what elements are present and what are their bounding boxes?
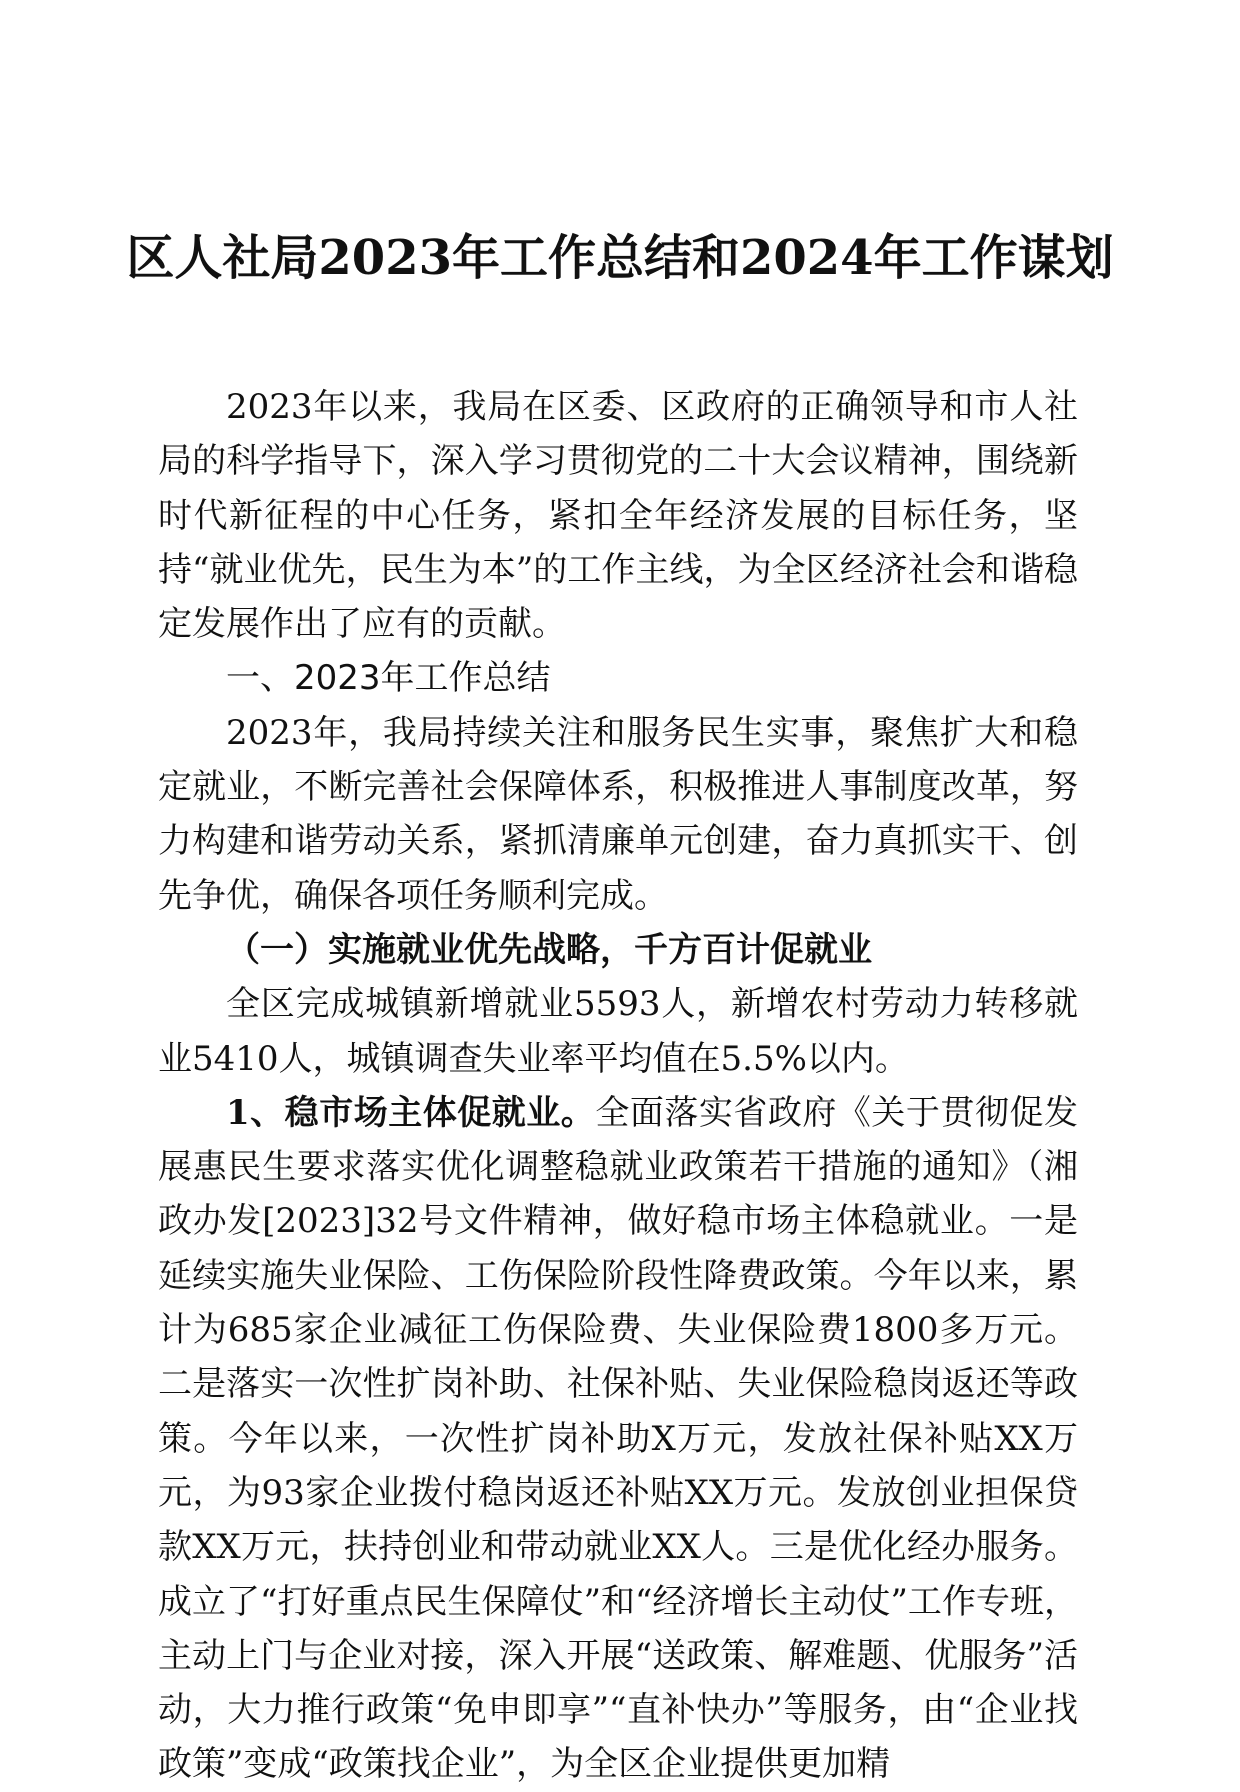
document-title: 区人社局2023年工作总结和2024年工作谋划 [126,230,1114,286]
subsection-heading-1: （一）实施就业优先战略，千方百计促就业 [226,929,872,970]
section-heading-1: 一、2023年工作总结 [226,658,551,699]
section-1-paragraph: 2023年，我局持续关注和服务民生实事，聚焦扩大和稳定就业，不断完善社会保障体系，积极推进人事制度改革，努力构建和谐劳动关系，紧抓清廉单元创建，奋力真抓实干、创先争优，确保各项任务顺利完成。 [158,712,1078,916]
item-1-paragraph [158,1086,1078,1792]
subsection-1-paragraph: 全区完成城镇新增就业5593人，新增农村劳动力转移就业5410人，城镇调查失业率平均值在5.5%以内。 [158,984,1078,1079]
item-1-lead: 1、稳市场主体促就业。 [226,1092,596,1133]
document-body [158,380,1078,1792]
intro-paragraph: 2023年以来，我局在区委、区政府的正确领导和市人社局的科学指导下，深入学习贯彻党的二十大会议精神，围绕新时代新征程的中心任务，紧扣全年经济发展的目标任务，坚持“就业优先，民生为本”的工作主线，为全区经济社会和谐稳定发展作出了应有的贡献。 [158,387,1078,645]
item-1-text: 全面落实省政府《关于贯彻促发展惠民生要求落实优化调整稳就业政策若干措施的通知》（湘政办发[2023]32号文件精神，做好稳市场主体稳就业。一是延续实施失业保险、工伤保险阶段性降费政策。今年以来，累计为685家企业减征工伤保险费、失业保险费1800多万元。二是落实一次性扩岗补助、社保补贴、失业保险稳岗返还等政策。今年以来，一次性扩岗补助X万元，发放社保补贴XX万元，为93家企业拨付稳岗返还补贴XX万元。发放创业担保贷款XX万元，扶持创业和带动就业XX人。三是优化经办服务。成立了“打好重点民生保障仗”和“经济增长主动仗”工作专班，主动上门与企业对接，深入开展“送政策、解难题、优服务”活动，大力推行政策“免申即享”“直补快办”等服务，由“企业找政策”变成“政策找企业”，为全区企业提供更加精 [158,1092,1078,1785]
